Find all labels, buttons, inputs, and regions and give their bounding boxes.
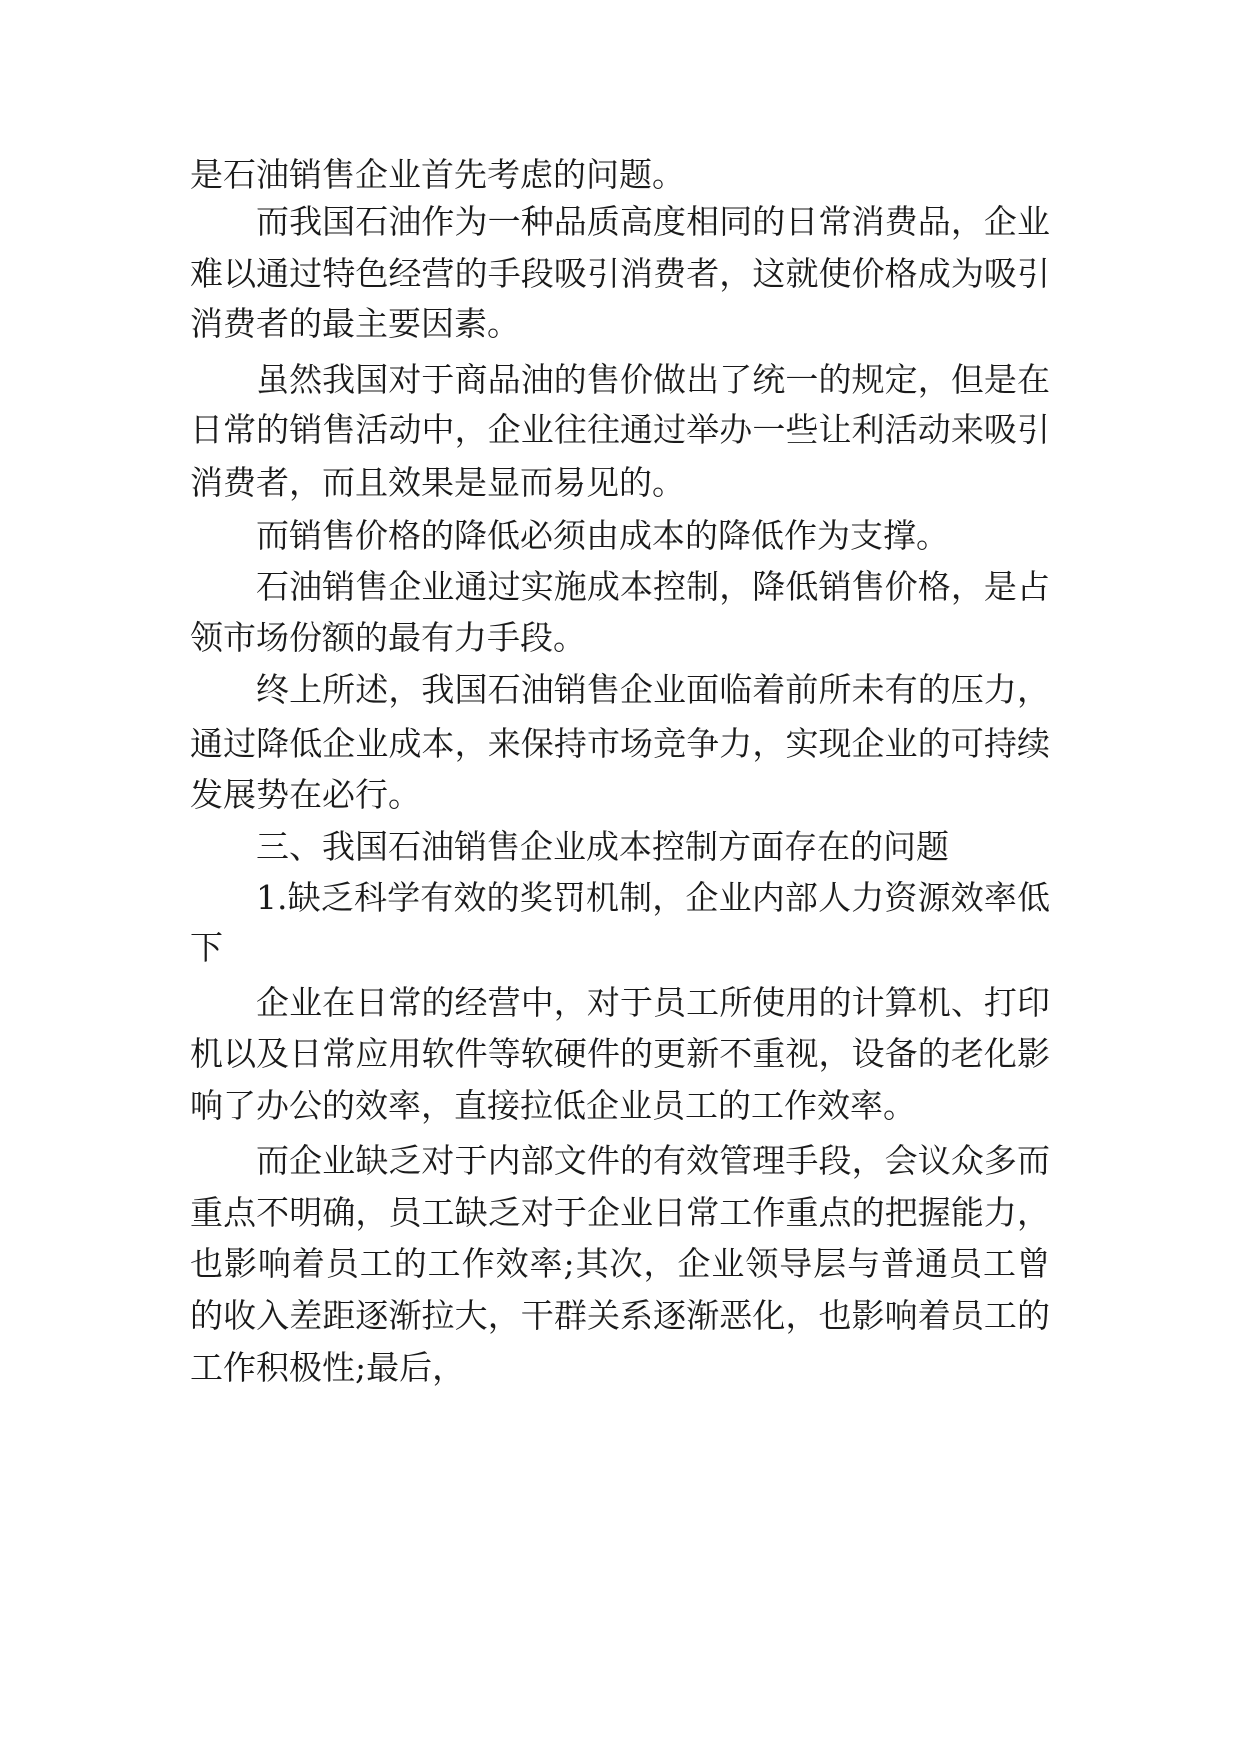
text-line: 机以及日常应用软件等软硬件的更新不重视，设备的老化影 (190, 1034, 1050, 1073)
text-line: 而销售价格的降低必须由成本的降低作为支撑。 (256, 516, 949, 555)
text-line: 日常的销售活动中，企业往往通过举办一些让利活动来吸引 (190, 410, 1050, 449)
text-line: 终上所述，我国石油销售企业面临着前所未有的压力， (256, 670, 1050, 709)
text-line: 消费者的最主要因素。 (190, 304, 520, 343)
text-line: 而我国石油作为一种品质高度相同的日常消费品，企业 (256, 202, 1050, 241)
text-line: 是石油销售企业首先考虑的问题。 (190, 155, 685, 194)
text-line: 响了办公的效率，直接拉低企业员工的工作效率。 (190, 1086, 916, 1125)
subsection-heading: 下 (190, 928, 223, 967)
text-line: 的收入差距逐渐拉大，干群关系逐渐恶化，也影响着员工的 (190, 1296, 1050, 1335)
text-line: 工作积极性;最后， (190, 1348, 466, 1387)
text-line: 企业在日常的经营中，对于员工所使用的计算机、打印 (256, 983, 1050, 1022)
text-line: 发展势在必行。 (190, 775, 421, 814)
text-line: 石油销售企业通过实施成本控制，降低销售价格，是占 (256, 567, 1050, 606)
text-line: 消费者，而且效果是显而易见的。 (190, 463, 685, 502)
text-line: 通过降低企业成本，来保持市场竞争力，实现企业的可持续 (190, 724, 1050, 763)
text-line: 难以通过特色经营的手段吸引消费者，这就使价格成为吸引 (190, 254, 1050, 293)
text-line: 而企业缺乏对于内部文件的有效管理手段，会议众多而 (256, 1141, 1050, 1180)
text-line: 领市场份额的最有力手段。 (190, 618, 586, 657)
text-line: 也影响着员工的工作效率;其次，企业领导层与普通员工曾 (190, 1244, 1050, 1283)
text-line: 重点不明确，员工缺乏对于企业日常工作重点的把握能力， (190, 1193, 1050, 1232)
section-heading: 三、我国石油销售企业成本控制方面存在的问题 (256, 827, 949, 866)
subsection-heading: 1.缺乏科学有效的奖罚机制，企业内部人力资源效率低 (256, 878, 1050, 917)
text-line: 虽然我国对于商品油的售价做出了统一的规定，但是在 (256, 360, 1050, 399)
